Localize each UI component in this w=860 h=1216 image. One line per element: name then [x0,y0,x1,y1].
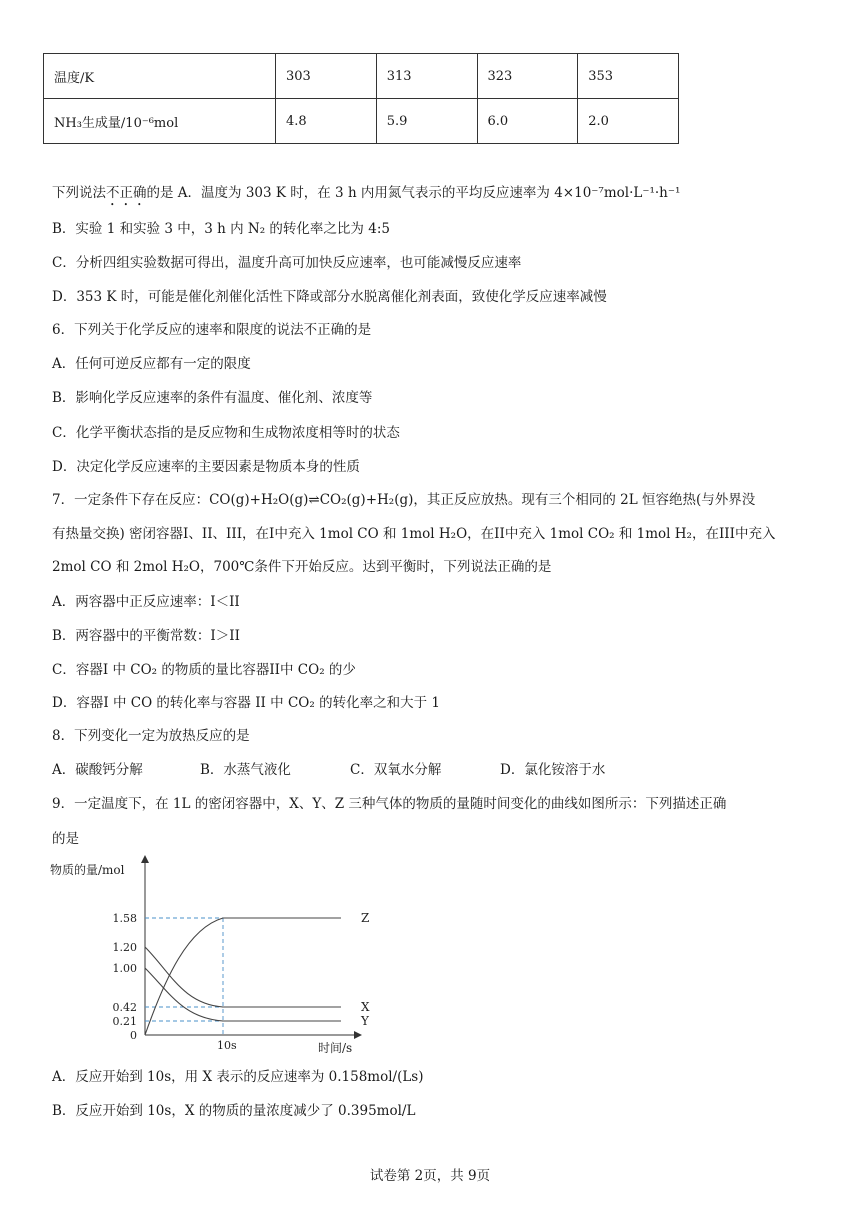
series-label-y: Y [361,1014,369,1028]
series-line-y [145,968,341,1021]
q7-option-a: A．两容器中正反应速率：I＜II [52,594,240,610]
q5-option-b: B．实验 1 和实验 3 中，3 h 内 N₂ 的转化率之比为 4:5 [52,221,390,237]
table-cell: 温度/K [44,54,276,99]
q9-chart [48,855,378,1055]
q6-stem: 6．下列关于化学反应的速率和限度的说法不正确的是 [52,322,372,338]
q8-option-d: D．氯化铵溶于水 [500,762,606,778]
q7-stem-line3: 2mol CO 和 2mol H₂O，700℃条件下开始反应。达到平衡时，下列说法正确的是 [52,559,552,575]
q8-options [52,761,605,779]
table-cell: 353 [578,54,679,99]
table-row [44,99,679,144]
y-tick-label: 1.58 [112,912,137,925]
q6-option-b: B．影响化学反应速率的条件有温度、催化剂、浓度等 [52,390,373,406]
q5-stem-text: 下列说法 [52,185,106,201]
q7-stem-line2: 有热量交换) 密闭容器I、II、III，在I中充入 1mol CO 和 1mol H₂O，在II中充入 1mol CO₂ 和 1mol H₂，在III中充入 [52,526,776,542]
table-cell: 2.0 [578,99,679,144]
series-line-z [145,918,341,1035]
q7-stem-line1: 7．一定条件下存在反应：CO(g)+H₂O(g)⇌CO₂(g)+H₂(g)，其正反应放热。现有三个相同的 2L 恒容绝热(与外界没 [52,492,756,508]
table-cell: NH₃生成量/10⁻⁶mol [44,99,276,144]
series-label-x: X [361,1000,370,1014]
q8-stem: 8．下列变化一定为放热反应的是 [52,728,250,744]
q9-stem-line1: 9．一定温度下，在 1L 的密闭容器中，X、Y、Z 三种气体的物质的量随时间变化的曲线如图所示：下列描述正确 [52,796,727,812]
y-tick-label: 1.00 [112,962,137,975]
q5-option-d: D．353 K 时，可能是催化剂催化活性下降或部分水脱离催化剂表面，致使化学反应速率减慢 [52,289,607,305]
q7-option-d: D．容器I 中 CO 的转化率与容器 II 中 CO₂ 的转化率之和大于 1 [52,695,440,711]
series-label-z: Z [361,911,370,925]
q9-option-b: B．反应开始到 10s，X 的物质的量浓度减少了 0.395mol/L [52,1103,416,1119]
x-tick-label: 10s [217,1039,237,1052]
table-cell: 6.0 [477,99,578,144]
q6-option-a: A．任何可逆反应都有一定的限度 [52,356,251,372]
q5-stem [52,184,680,209]
data-table [43,53,679,144]
q5-option-a: 的是 A．温度为 303 K 时，在 3 h 内用氮气表示的平均反应速率为 4×10⁻⁷mol·L⁻¹·h⁻¹ [146,185,681,201]
q9-stem-line2: 的是 [52,831,79,847]
series-line-x [145,947,341,1007]
q9-option-a: A．反应开始到 10s，用 X 表示的反应速率为 0.158mol/(Ls) [52,1069,424,1085]
table-cell: 5.9 [376,99,477,144]
q5-option-c: C．分析四组实验数据可得出，温度升高可加快反应速率，也可能减慢反应速率 [52,255,522,271]
y-tick-label: 0.42 [112,1001,137,1014]
y-axis-label: 物质的量/mol [50,863,125,877]
x-axis-label: 时间/s [318,1041,353,1055]
q6-option-c: C．化学平衡状态指的是反应物和生成物浓度相等时的状态 [52,425,400,441]
q7-option-b: B．两容器中的平衡常数：I＞II [52,628,240,644]
page-footer: 试卷第 2页，共 9页 [369,1168,491,1184]
q7-option-c: C．容器I 中 CO₂ 的物质的量比容器II中 CO₂ 的少 [52,662,356,678]
q6-option-d: D．决定化学反应速率的主要因素是物质本身的性质 [52,459,360,475]
table-cell: 313 [376,54,477,99]
table-row [44,54,679,99]
q5-stem-emphasis: 不正确 [106,185,147,201]
table-cell: 323 [477,54,578,99]
y-tick-label: 1.20 [112,941,137,954]
q8-option-c: C．双氧水分解 [350,762,442,778]
table-cell: 303 [276,54,377,99]
table-cell: 4.8 [276,99,377,144]
y-tick-label: 0 [130,1029,137,1042]
q8-option-a: A．碳酸钙分解 [52,762,143,778]
q8-option-b: B．水蒸气液化 [200,762,291,778]
y-tick-label: 0.21 [112,1015,137,1028]
